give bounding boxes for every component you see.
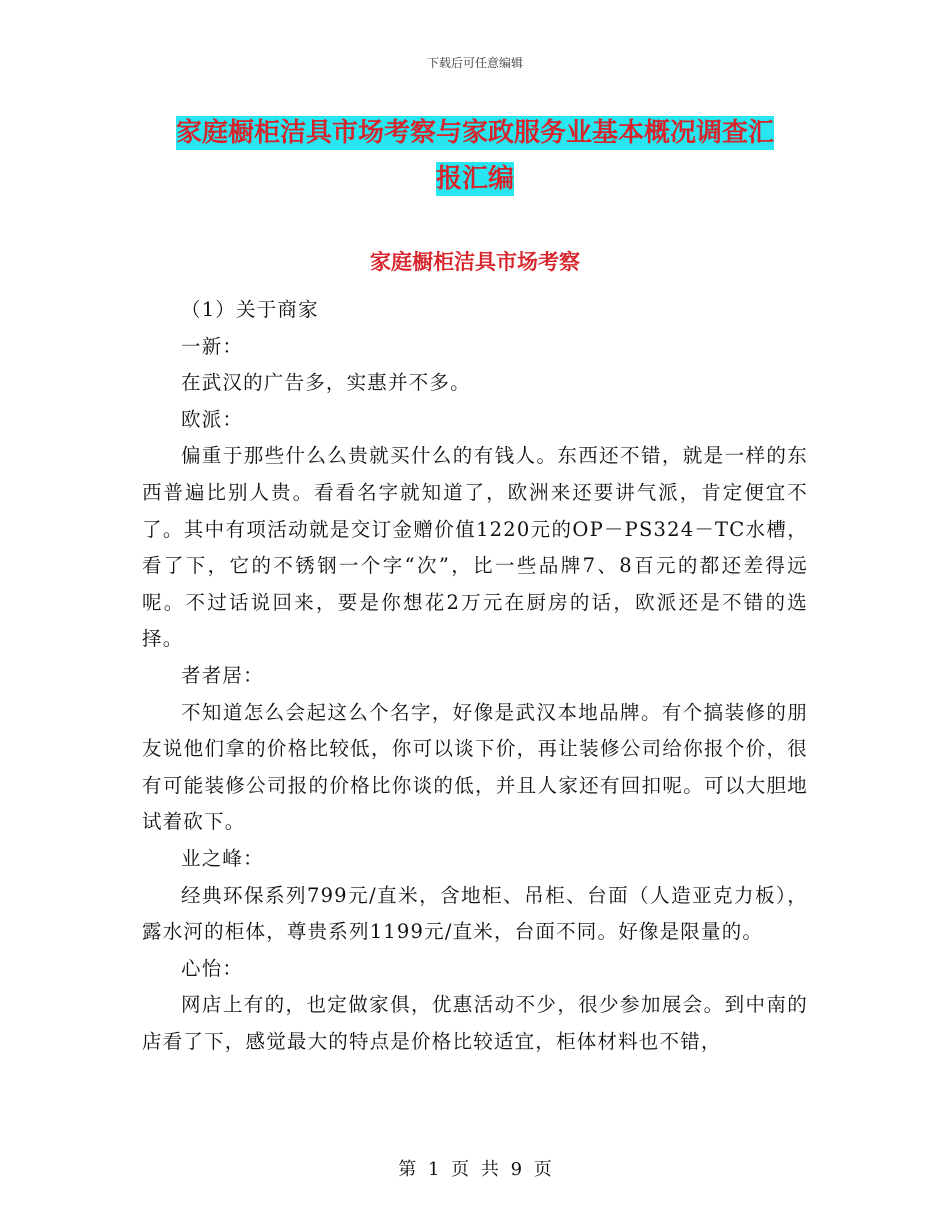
paragraph: 经典环保系列799元/直米，含地柜、吊柜、台面（人造亚克力板），露水河的柜体，尊贵系列1199元/直米，台面不同。好像是限量的。 [142, 883, 808, 944]
main-title-line1: 家庭橱柜洁具市场考察与家政服务业基本概况调查汇 [175, 118, 774, 148]
paragraph: 者者居： [181, 663, 264, 687]
paragraph: 偏重于那些什么么贵就买什么的有钱人。东西还不错，就是一样的东西普遍比别人贵。看看名字就知道了，欧洲来还要讲气派，肯定便宜不了。其中有项活动就是交订金赠价值1220元的OP－PS324－TC水槽，看了下，它的不锈钢一个字“次”，比一些品牌7、8百元的都还差得远呢。不过话说回来，要是你想花2万元在厨房的话，欧派还是不错的选择。 [142, 444, 808, 651]
body-content [142, 292, 808, 1060]
paragraph: 业之峰： [181, 846, 264, 870]
main-title [140, 110, 810, 202]
paragraph: 不知道怎么会起这么个名字，好像是武汉本地品牌。有个搞装修的朋友说他们拿的价格比较低，你可以谈下价，再让装修公司给你报个价，很有可能装修公司报的价格比你谈的低，并且人家还有回扣呢。可以大胆地试着砍下。 [142, 700, 808, 834]
main-title-line2: 报汇编 [435, 164, 514, 194]
header-note: 下载后可任意编辑 [426, 56, 523, 70]
paragraph: 欧派： [181, 407, 244, 431]
section-title: 家庭橱柜洁具市场考察 [370, 249, 580, 274]
paragraph: 心怡： [181, 956, 244, 980]
paragraph: 在武汉的广告多，实惠并不多。 [181, 371, 471, 395]
paragraph: （1）关于商家 [181, 298, 319, 321]
paragraph: 网店上有的，也定做家俱，优惠活动不少，很少参加展会。到中南的店看了下，感觉最大的特点是价格比较适宜，柜体材料也不错， [142, 993, 808, 1053]
paragraph: 一新： [181, 334, 244, 358]
page-footer: 第 1 页 共 9 页 [398, 1159, 552, 1180]
